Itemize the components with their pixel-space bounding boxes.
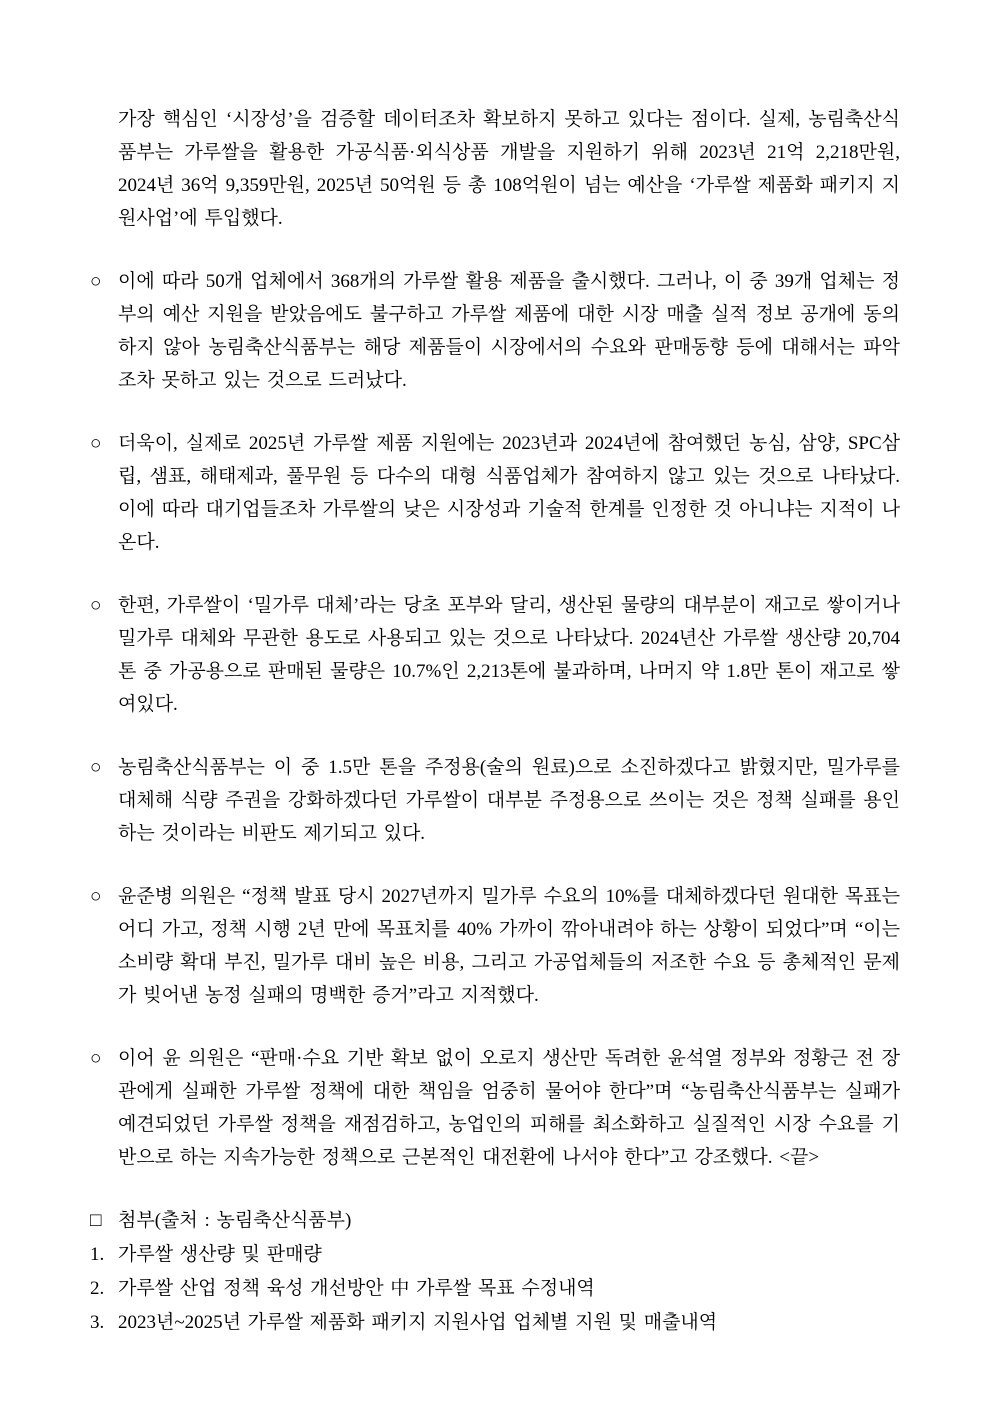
paragraph-text: 농림축산식품부는 이 중 1.5만 톤을 주정용(술의 원료)으로 소진하겠다고 밝혔지만, 밀가루를 대체해 식량 주권을 강화하겠다던 가루쌀이 대부분 주정용으로 쓰이는 것은 정책 실패를 용인하는 것이라는 비판도 제기되고 있다. [118,757,900,844]
attachment-item-text: 가루쌀 생산량 및 판매량 [118,1244,322,1265]
circle-bullet: ○ [90,1048,102,1069]
paragraph-text: 이어 윤 의원은 “판매·수요 기반 확보 없이 오로지 생산만 독려한 윤석열 정부와 정황근 전 장관에게 실패한 가루쌀 정책에 대한 책임을 엄중히 물어야 한다”며 “농림축산식품부는 실패가 예견되었던 가루쌀 정책을 재점검하고, 농업인의 피해를 최소화하고 실질적인 시장 수요를 기반으로 하는 지속가능한 정책으로 근본적인 대전환에 나서야 한다”고 강조했다. <끝> [118,1048,900,1168]
paragraph-text: 윤준병 의원은 “정책 발표 당시 2027년까지 밀가루 수요의 10%를 대체하겠다던 원대한 목표는 어디 가고, 정책 시행 2년 만에 목표치를 40% 가까이 깎아내려야 하는 상황이 되었다”며 “이는 소비량 확대 부진, 밀가루 대비 높은 비용, 그리고 가공업체들의 저조한 수요 등 총체적인 문제가 빚어낸 농정 실패의 명백한 증거”라고 지적했다. [118,886,900,1006]
attachment-header [90,1204,900,1238]
paragraph-text: 더욱이, 실제로 2025년 가루쌀 제품 지원에는 2023년과 2024년에 참여했던 농심, 삼양, SPC삼립, 샘표, 해태제과, 풀무원 등 다수의 대형 식품업체가 참여하지 않고 있는 것으로 나타났다. 이에 따라 대기업들조차 가루쌀의 낮은 시장성과 기술적 한계를 인정한 것 아니냐는 지적이 나온다. [118,433,900,553]
attachment-item-3 [90,1306,900,1340]
square-bullet: □ [90,1210,102,1231]
attachment-section [90,1204,900,1340]
bullet-paragraph-4 [90,751,900,850]
paragraph-text: 한편, 가루쌀이 ‘밀가루 대체’라는 당초 포부와 달리, 생산된 물량의 대부분이 재고로 쌓이거나 밀가루 대체와 무관한 용도로 사용되고 있는 것으로 나타났다. 2024년산 가루쌀 생산량 20,704톤 중 가공용으로 판매된 물량은 10.7%인 2,213톤에 불과하며, 나머지 약 1.8만 톤이 재고로 쌓여있다. [118,595,900,715]
attachment-item-2 [90,1272,900,1306]
attachment-item-number: 1. [90,1244,105,1265]
paragraph-text: 이에 따라 50개 업체에서 368개의 가루쌀 활용 제품을 출시했다. 그러나, 이 중 39개 업체는 정부의 예산 지원을 받았음에도 불구하고 가루쌀 제품에 대한 시장 매출 실적 정보 공개에 동의하지 않아 농림축산식품부는 해당 제품들이 시장에서의 수요와 판매동향 등에 대해서는 파악조차 못하고 있는 것으로 드러났다. [118,271,900,391]
attachment-item-number: 3. [90,1312,105,1333]
circle-bullet: ○ [90,433,102,454]
bullet-paragraph-3 [90,589,900,721]
circle-bullet: ○ [90,595,102,616]
bullet-paragraph-1 [90,265,900,397]
attachment-item-number: 2. [90,1278,105,1299]
circle-bullet: ○ [90,757,102,778]
attachment-item-1 [90,1238,900,1272]
continuation-paragraph: 가장 핵심인 ‘시장성’을 검증할 데이터조차 확보하지 못하고 있다는 점이다. 실제, 농림축산식품부는 가루쌀을 활용한 가공식품·외식상품 개발을 지원하기 위해 2023년 21억 2,218만원, 2024년 36억 9,359만원, 2025년 50억원 등 총 108억원이 넘는 예산을 ‘가루쌀 제품화 패키지 지원사업’에 투입했다. [118,109,900,229]
attachment-item-text: 2023년~2025년 가루쌀 제품화 패키지 지원사업 업체별 지원 및 매출내역 [118,1312,718,1333]
attachment-header-text: 첨부(출처 : 농림축산식품부) [118,1210,352,1231]
attachment-item-text: 가루쌀 산업 정책 육성 개선방안 中 가루쌀 목표 수정내역 [118,1278,595,1299]
bullet-paragraph-2 [90,427,900,559]
circle-bullet: ○ [90,271,102,292]
circle-bullet: ○ [90,886,102,907]
bullet-paragraph-5 [90,880,900,1012]
bullet-paragraph-6 [90,1042,900,1174]
